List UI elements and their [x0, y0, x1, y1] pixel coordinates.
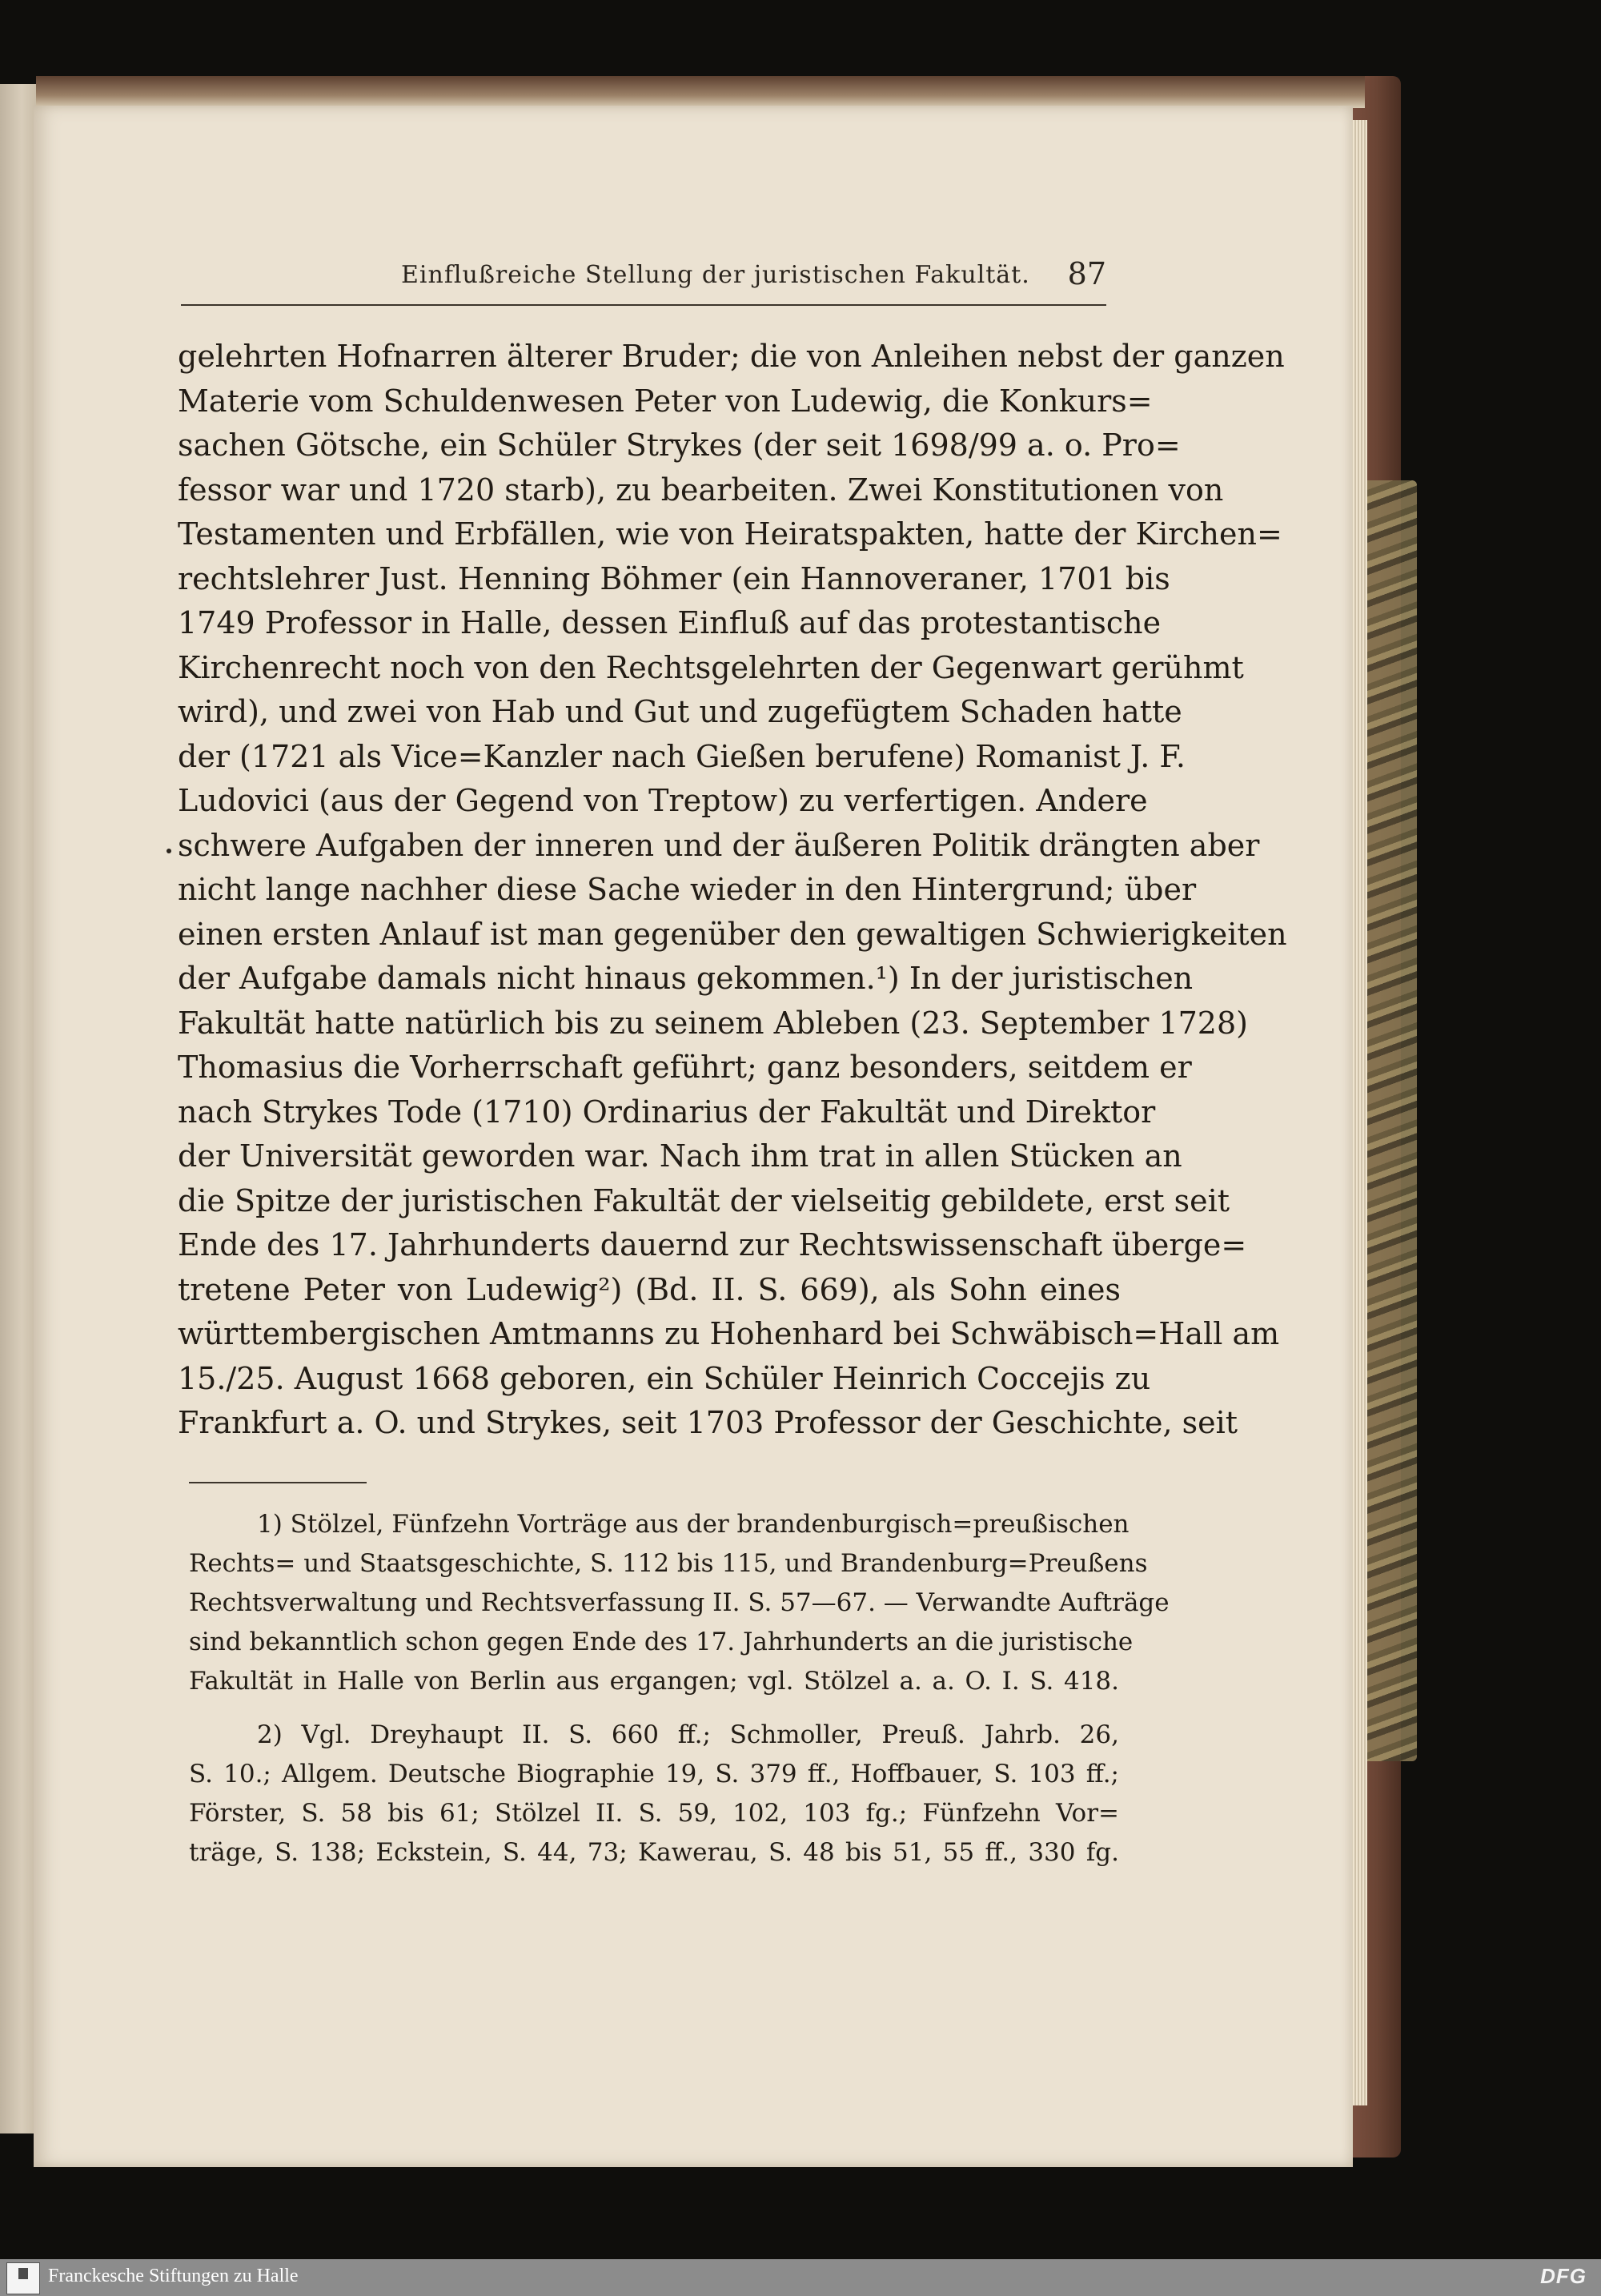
text-line: Materie vom Schuldenwesen Peter von Ludewig, die Konkurs= — [178, 383, 1153, 419]
text-line: der Universität geworden war. Nach ihm trat in allen Stücken an — [178, 1138, 1182, 1174]
footnote-1-line: Fakultät in Halle von Berlin aus ergangen; vgl. Stölzel a. a. O. I. S. 418. — [189, 1667, 1119, 1696]
margin-mark — [167, 849, 171, 853]
text-line: die Spitze der juristischen Fakultät der vielseitig gebildete, erst seit — [178, 1182, 1230, 1218]
footnote-1-line: Rechts= und Staatsgeschichte, S. 112 bis 115, und Brandenburg=Preußens — [189, 1549, 1148, 1578]
text-line: württembergischen Amtmanns zu Hohenhard bei Schwäbisch=Hall am — [178, 1316, 1280, 1351]
text-line: sachen Götsche, ein Schüler Strykes (der seit 1698/99 a. o. Pro= — [178, 427, 1181, 463]
left-facing-page — [0, 84, 38, 2133]
text-line: 15./25. August 1668 geboren, ein Schüler Heinrich Coccejis zu — [178, 1360, 1151, 1396]
text-line: Testamenten und Erbfällen, wie von Heiratspakten, hatte der Kirchen= — [178, 516, 1282, 552]
text-line: Ludovici (aus der Gegend von Treptow) zu verfertigen. Andere — [178, 783, 1148, 818]
footnote-1-line: Rechtsverwaltung und Rechtsverfassung II. S. 57—67. — Verwandte Aufträge — [189, 1588, 1170, 1617]
page-header — [181, 256, 1106, 306]
text-line: 1749 Professor in Halle, dessen Einfluß auf das protestantische — [178, 605, 1162, 640]
institution-name: Franckesche Stiftungen zu Halle — [48, 2266, 299, 2286]
text-line: einen ersten Anlauf ist man gegenüber den gewaltigen Schwierigkeiten — [178, 916, 1287, 952]
marbled-cover-edge — [1361, 480, 1417, 1761]
footnote-2-line: träge, S. 138; Eckstein, S. 44, 73; Kawerau, S. 48 bis 51, 55 ff., 330 fg. — [189, 1838, 1119, 1867]
book-top-edge — [36, 76, 1365, 108]
footnote-1-line: sind bekanntlich schon gegen Ende des 17. Jahrhunderts an die juristische — [189, 1628, 1134, 1656]
text-line: nach Strykes Tode (1710) Ordinarius der Fakultät und Direktor — [178, 1094, 1156, 1130]
footnote-separator — [189, 1482, 367, 1483]
text-line: Ende des 17. Jahrhunderts dauernd zur Rechtswissenschaft überge= — [178, 1227, 1247, 1262]
body-text — [178, 335, 1287, 1446]
footnote-2-line: 2) Vgl. Dreyhaupt II. S. 660 ff.; Schmoller, Preuß. Jahrb. 26, — [257, 1720, 1119, 1749]
page-number: 87 — [1067, 256, 1106, 291]
text-line: schwere Aufgaben der inneren und der äußeren Politik drängten aber — [178, 827, 1260, 863]
footnote-1-line: 1) Stölzel, Fünfzehn Vorträge aus der brandenburgisch=preußischen — [257, 1510, 1130, 1539]
footnotes — [189, 1505, 1170, 1873]
text-line: nicht lange nachher diese Sache wieder in den Hintergrund; über — [178, 872, 1197, 907]
dfg-logo: DFG — [1540, 2264, 1587, 2288]
text-line: gelehrten Hofnarren älterer Bruder; die von Anleihen nebst der ganzen — [178, 339, 1285, 374]
text-line: der (1721 als Vice=Kanzler nach Gießen berufene) Romanist J. F. — [178, 738, 1186, 774]
page-block-edges — [1353, 120, 1367, 2105]
institution-logo-icon — [6, 2262, 40, 2294]
text-line: fessor war und 1720 starb), zu bearbeiten. Zwei Konstitutionen von — [178, 472, 1224, 508]
footnote-2-line: Förster, S. 58 bis 61; Stölzel II. S. 59, 102, 103 fg.; Fünfzehn Vor= — [189, 1799, 1119, 1828]
text-line: tretene Peter von Ludewig²) (Bd. II. S. 669), als Sohn eines — [178, 1271, 1121, 1307]
text-line: wird), und zwei von Hab und Gut und zugefügtem Schaden hatte — [178, 694, 1182, 729]
text-line: Kirchenrecht noch von den Rechtsgelehrten der Gegenwart gerühmt — [178, 649, 1244, 685]
text-line: Fakultät hatte natürlich bis zu seinem Ableben (23. September 1728) — [178, 1005, 1248, 1041]
text-line: rechtslehrer Just. Henning Böhmer (ein Hannoveraner, 1701 bis — [178, 560, 1170, 596]
footnote-2-line: S. 10.; Allgem. Deutsche Biographie 19, S. 379 ff., Hoffbauer, S. 103 ff.; — [189, 1760, 1119, 1788]
text-line: Thomasius die Vorherrschaft geführt; ganz besonders, seitdem er — [178, 1050, 1192, 1085]
text-line: Frankfurt a. O. und Strykes, seit 1703 Professor der Geschichte, seit — [178, 1405, 1238, 1440]
text-line: der Aufgabe damals nicht hinaus gekommen.¹) In der juristischen — [178, 961, 1194, 996]
running-head: Einflußreiche Stellung der juristischen Fakultät. — [401, 261, 1030, 289]
